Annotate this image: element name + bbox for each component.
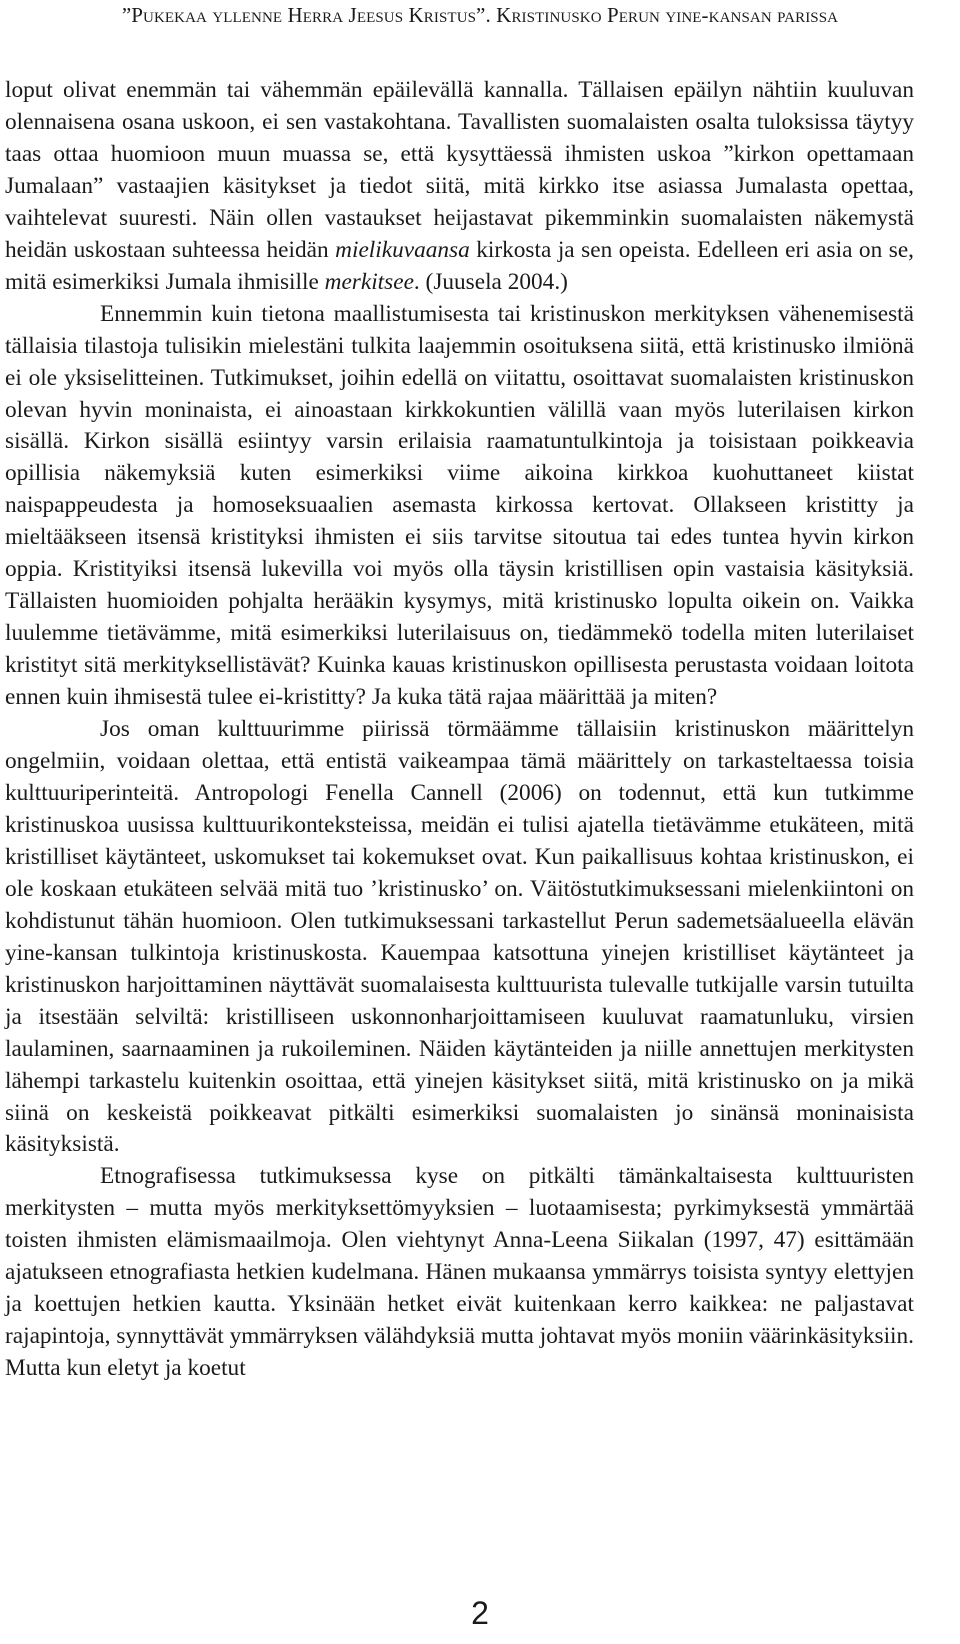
body-text bbox=[5, 75, 914, 1385]
paragraph bbox=[5, 299, 914, 714]
text-segment: loput olivat enemmän tai vähemmän epäilevällä kannalla. Tällaisen epäilyn nähtiin kuuluvan olennaisena osana uskoon, ei sen vastakohtana. Tavallisten suomalaisten osalta tuloksissa täytyy taas ottaa huomioon muun muassa se, että kysyttäessä ihmisten uskoa ”kirkon opettamaan Jumalaan” vastaajien käsitykset ja tiedot siitä, mitä kirkko itse asiassa Jumalasta opettaa, vaihtelevat suuresti. Näin ollen vastaukset heijastavat pikemminkin suomalaisten näkemystä heidän uskostaan suhteessa heidän bbox=[5, 77, 914, 263]
text-segment: Etnografisessa tutkimuksessa kyse on pitkälti tämänkaltaisesta kulttuuristen merkitysten – mutta myös merkityksettömyyksien – luotaamisesta; pyrkimyksestä ymmärtää toisten ihmisten elämismaailmoja. Olen viehtynyt Anna-Leena Siikalan (1997, 47) esittämään ajatukseen etnografiasta hetkien kudelmana. Hänen mukaansa ymmärrys toisista syntyy elettyjen ja koettujen hetkien kautta. Yksinään hetket eivät kuitenkaan kerro kaikkea: ne paljastavat rajapintoja, synnyttävät ymmärryksen välähdyksiä mutta johtavat myös moniin väärinkäsityksiin. Mutta kun eletyt ja koetut bbox=[5, 1163, 914, 1382]
paragraph bbox=[5, 1161, 914, 1385]
italic-text: merkitsee bbox=[324, 268, 414, 295]
paragraph bbox=[5, 714, 914, 1161]
paragraph bbox=[5, 75, 914, 299]
italic-text: mielikuvaansa bbox=[335, 236, 470, 263]
running-head: ”Pukekaa yllenne Herra Jeesus Kristus”. Kristinusko Perun yine-kansan parissa bbox=[121, 3, 839, 27]
text-segment: Ennemmin kuin tietona maallistumisesta tai kristinuskon merkityksen vähenemisestä tällaisia tilastoja tulisikin mielestäni tulkita laajemmin osoituksena siitä, että kristinusko ilmiönä ei ole yksiselitteinen. Tutkimukset, joihin edellä on viitattu, osoittavat suomalaisten kristinuskon olevan hyvin moninaista, ei ainoastaan kirkkokuntien välillä vaan myös luterilaisen kirkon sisällä. Kirkon sisällä esiintyy varsin erilaisia raamatuntulkintoja ja toisistaan poikkeavia opillisia näkemyksiä kuten esimerkiksi viime aikoina kirkkoa kuohuttaneet kiistat naispappeudesta ja homoseksuaalien asemasta kirkossa kertovat. Ollakseen kristitty ja mieltääkseen itsensä kristityksi ihmisten ei siis tarvitse sitoutua tai edes tuntea hyvin kirkon oppia. Kristityiksi itsensä lukevilla voi myös olla täysin kristillisen opin vastaisia käsityksiä. Tällaisten huomioiden pohjalta herääkin kysymys, mitä kristinusko lopulta oikein on. Vaikka luulemme tietävämme, mitä esimerkiksi luterilaisuus on, tiedämmekö todella miten luterilaiset kristityt sitä merkityksellistävät? Kuinka kauas kristinuskon opillisesta perustasta voidaan loitota ennen kuin ihmisestä tulee ei-kristitty? Ja kuka tätä rajaa määrittää ja miten? bbox=[5, 300, 914, 711]
text-segment: Jos oman kulttuurimme piirissä törmäämme tällaisiin kristinuskon määrittelyn ongelmiin, voidaan olettaa, että entistä vaikeampaa tämä määrittely on tarkasteltaessa toisia kulttuuriperinteitä. Antropologi Fenella Cannell (2006) on todennut, että kun tutkimme kristinuskoa uusissa kulttuurikonteksteissa, meidän ei tulisi ajatella tietävämme etukäteen, mitä kristilliset käytänteet, uskomukset tai kokemukset ovat. Kun paikallisuus kohtaa kristinuskon, ei ole koskaan etukäteen selvää mitä tuo ’kristinusko’ on. Väitöstutkimuksessani mielenkiintoni on kohdistunut tähän huomioon. Olen tutkimuksessani tarkastellut Perun sademetsäalueella elävän yine-kansan tulkintoja kristinuskosta. Kauempaa katsottuna yinejen kristilliset käytänteet ja kristinuskon harjoittaminen näyttävät suomalaisesta kulttuurista tulevalle tutkijalle varsin tutuilta ja itsestään selviltä: kristilliseen uskonnonharjoittamiseen kuuluvat raamatunluku, virsien laulaminen, saarnaaminen ja rukoileminen. Näiden käytänteiden ja niille annettujen merkitysten lähempi tarkastelu kuitenkin osoittaa, että yinejen käsitykset siitä, mitä kristinusko on ja mikä siinä on keskeistä poikkeavat pitkälti esimerkiksi suomalaisten jo sinänsä moninaisista käsityksistä. bbox=[5, 716, 914, 1158]
page-number: 2 bbox=[471, 1595, 489, 1631]
text-segment: . (Juusela 2004.) bbox=[413, 268, 568, 295]
text-segment: kirkosta ja sen opeista. Edelleen eri asia on se, mitä esimerkiksi Jumala ihmisille bbox=[5, 236, 914, 295]
